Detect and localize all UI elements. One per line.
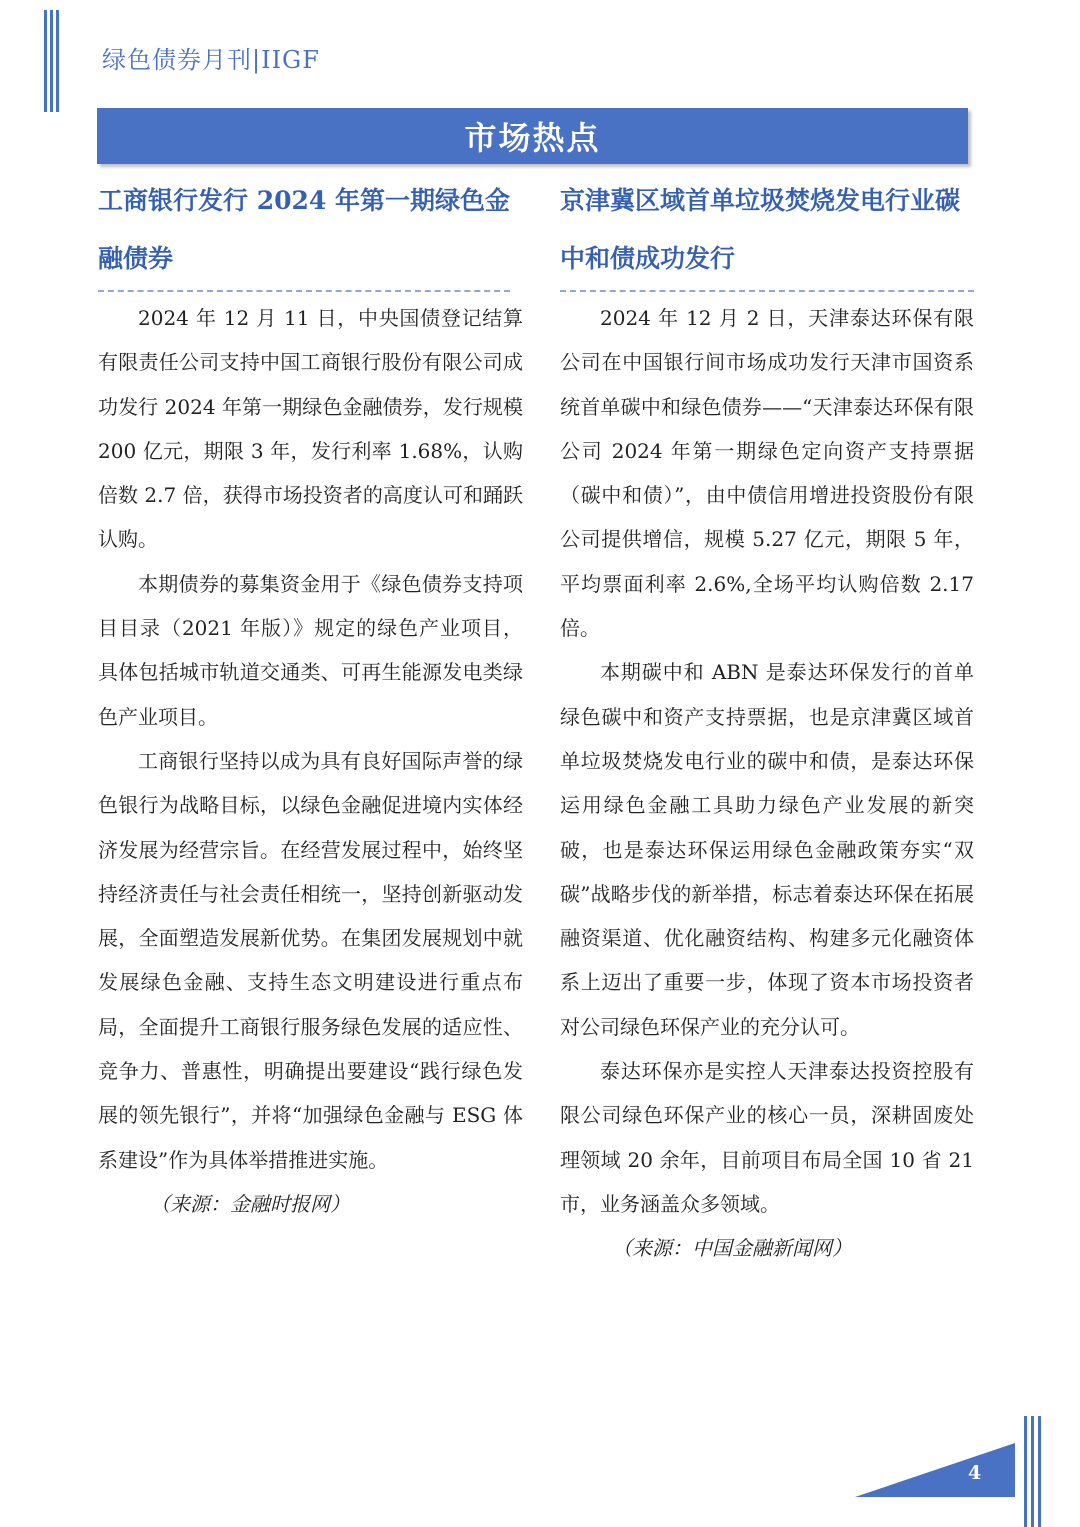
section-title: 市场热点 <box>464 119 601 157</box>
left-article <box>98 172 523 1226</box>
footer-triangle <box>855 1443 1015 1497</box>
headline-divider <box>560 290 974 292</box>
right-paragraph-1: 2024 年 12 月 2 日，天津泰达环保有限公司在中国银行间市场成功发行天津市国资系统首单碳中和绿色债券——“天津泰达环保有限公司 2024 年第一期绿色定向资产支持票据（碳中和债）”，由中债信用增进投资股份有限公司提供增信，规模 5.27 亿元，期限 5 年，平均票面利率 2.6%,全场平均认购倍数 2.17 倍。 <box>560 306 974 641</box>
right-article-source: （来源：中国金融新闻网） <box>612 1236 852 1261</box>
left-paragraph-1: 2024 年 12 月 11 日，中央国债登记结算有限责任公司支持中国工商银行股份有限公司成功发行 2024 年第一期绿色金融债券，发行规模 200 亿元，期限 3 年，发行利率 1.68%，认购倍数 2.7 倍，获得市场投资者的高度认可和踊跃认购。 <box>98 306 523 552</box>
right-article <box>560 172 974 1271</box>
left-paragraph-3: 工商银行坚持以成为具有良好国际声誉的绿色银行为战略目标，以绿色金融促进境内实体经济发展为经营宗旨。在经营发展过程中，始终坚持经济责任与社会责任相统一，坚持创新驱动发展，全面塑造发展新优势。在集团发展规划中就发展绿色金融、支持生态文明建设进行重点布局，全面提升工商银行服务绿色发展的适应性、竞争力、普惠性，明确提出要建设“践行绿色发展的领先银行”，并将“加强绿色金融与 ESG 体系建设”作为具体举措推进实施。 <box>98 748 523 1172</box>
page-number: 4 <box>968 1462 982 1484</box>
masthead: 绿色债券月刊|IIGF <box>102 46 320 74</box>
section-banner <box>97 108 968 164</box>
left-paragraph-2: 本期债券的募集资金用于《绿色债券支持项目目录（2021 年版）》规定的绿色产业项目，具体包括城市轨道交通类、可再生能源发电类绿色产业项目。 <box>98 571 523 729</box>
headline-divider <box>98 290 510 292</box>
footer-decoration-bars <box>1024 1416 1046 1527</box>
right-article-headline: 京津冀区域首单垃圾焚烧发电行业碳中和债成功发行 <box>560 186 961 273</box>
left-article-headline: 工商银行发行 2024 年第一期绿色金融债券 <box>98 186 510 273</box>
left-article-source: （来源：金融时报网） <box>150 1191 350 1216</box>
right-paragraph-2: 本期碳中和 ABN 是泰达环保发行的首单绿色碳中和资产支持票据，也是京津冀区域首单垃圾焚烧发电行业的碳中和债，是泰达环保运用绿色金融工具助力绿色产业发展的新突破，也是泰达环保运用绿色金融政策夯实“双碳”战略步伐的新举措，标志着泰达环保在拓展融资渠道、优化融资结构、构建多元化融资体系上迈出了重要一步，体现了资本市场投资者对公司绿色环保产业的充分认可。 <box>560 660 974 1039</box>
header-decoration-bars <box>44 10 64 112</box>
right-paragraph-3: 泰达环保亦是实控人天津泰达投资控股有限公司绿色环保产业的核心一员，深耕固废处理领域 20 余年，目前项目布局全国 10 省 21 市，业务涵盖众多领域。 <box>560 1059 974 1216</box>
